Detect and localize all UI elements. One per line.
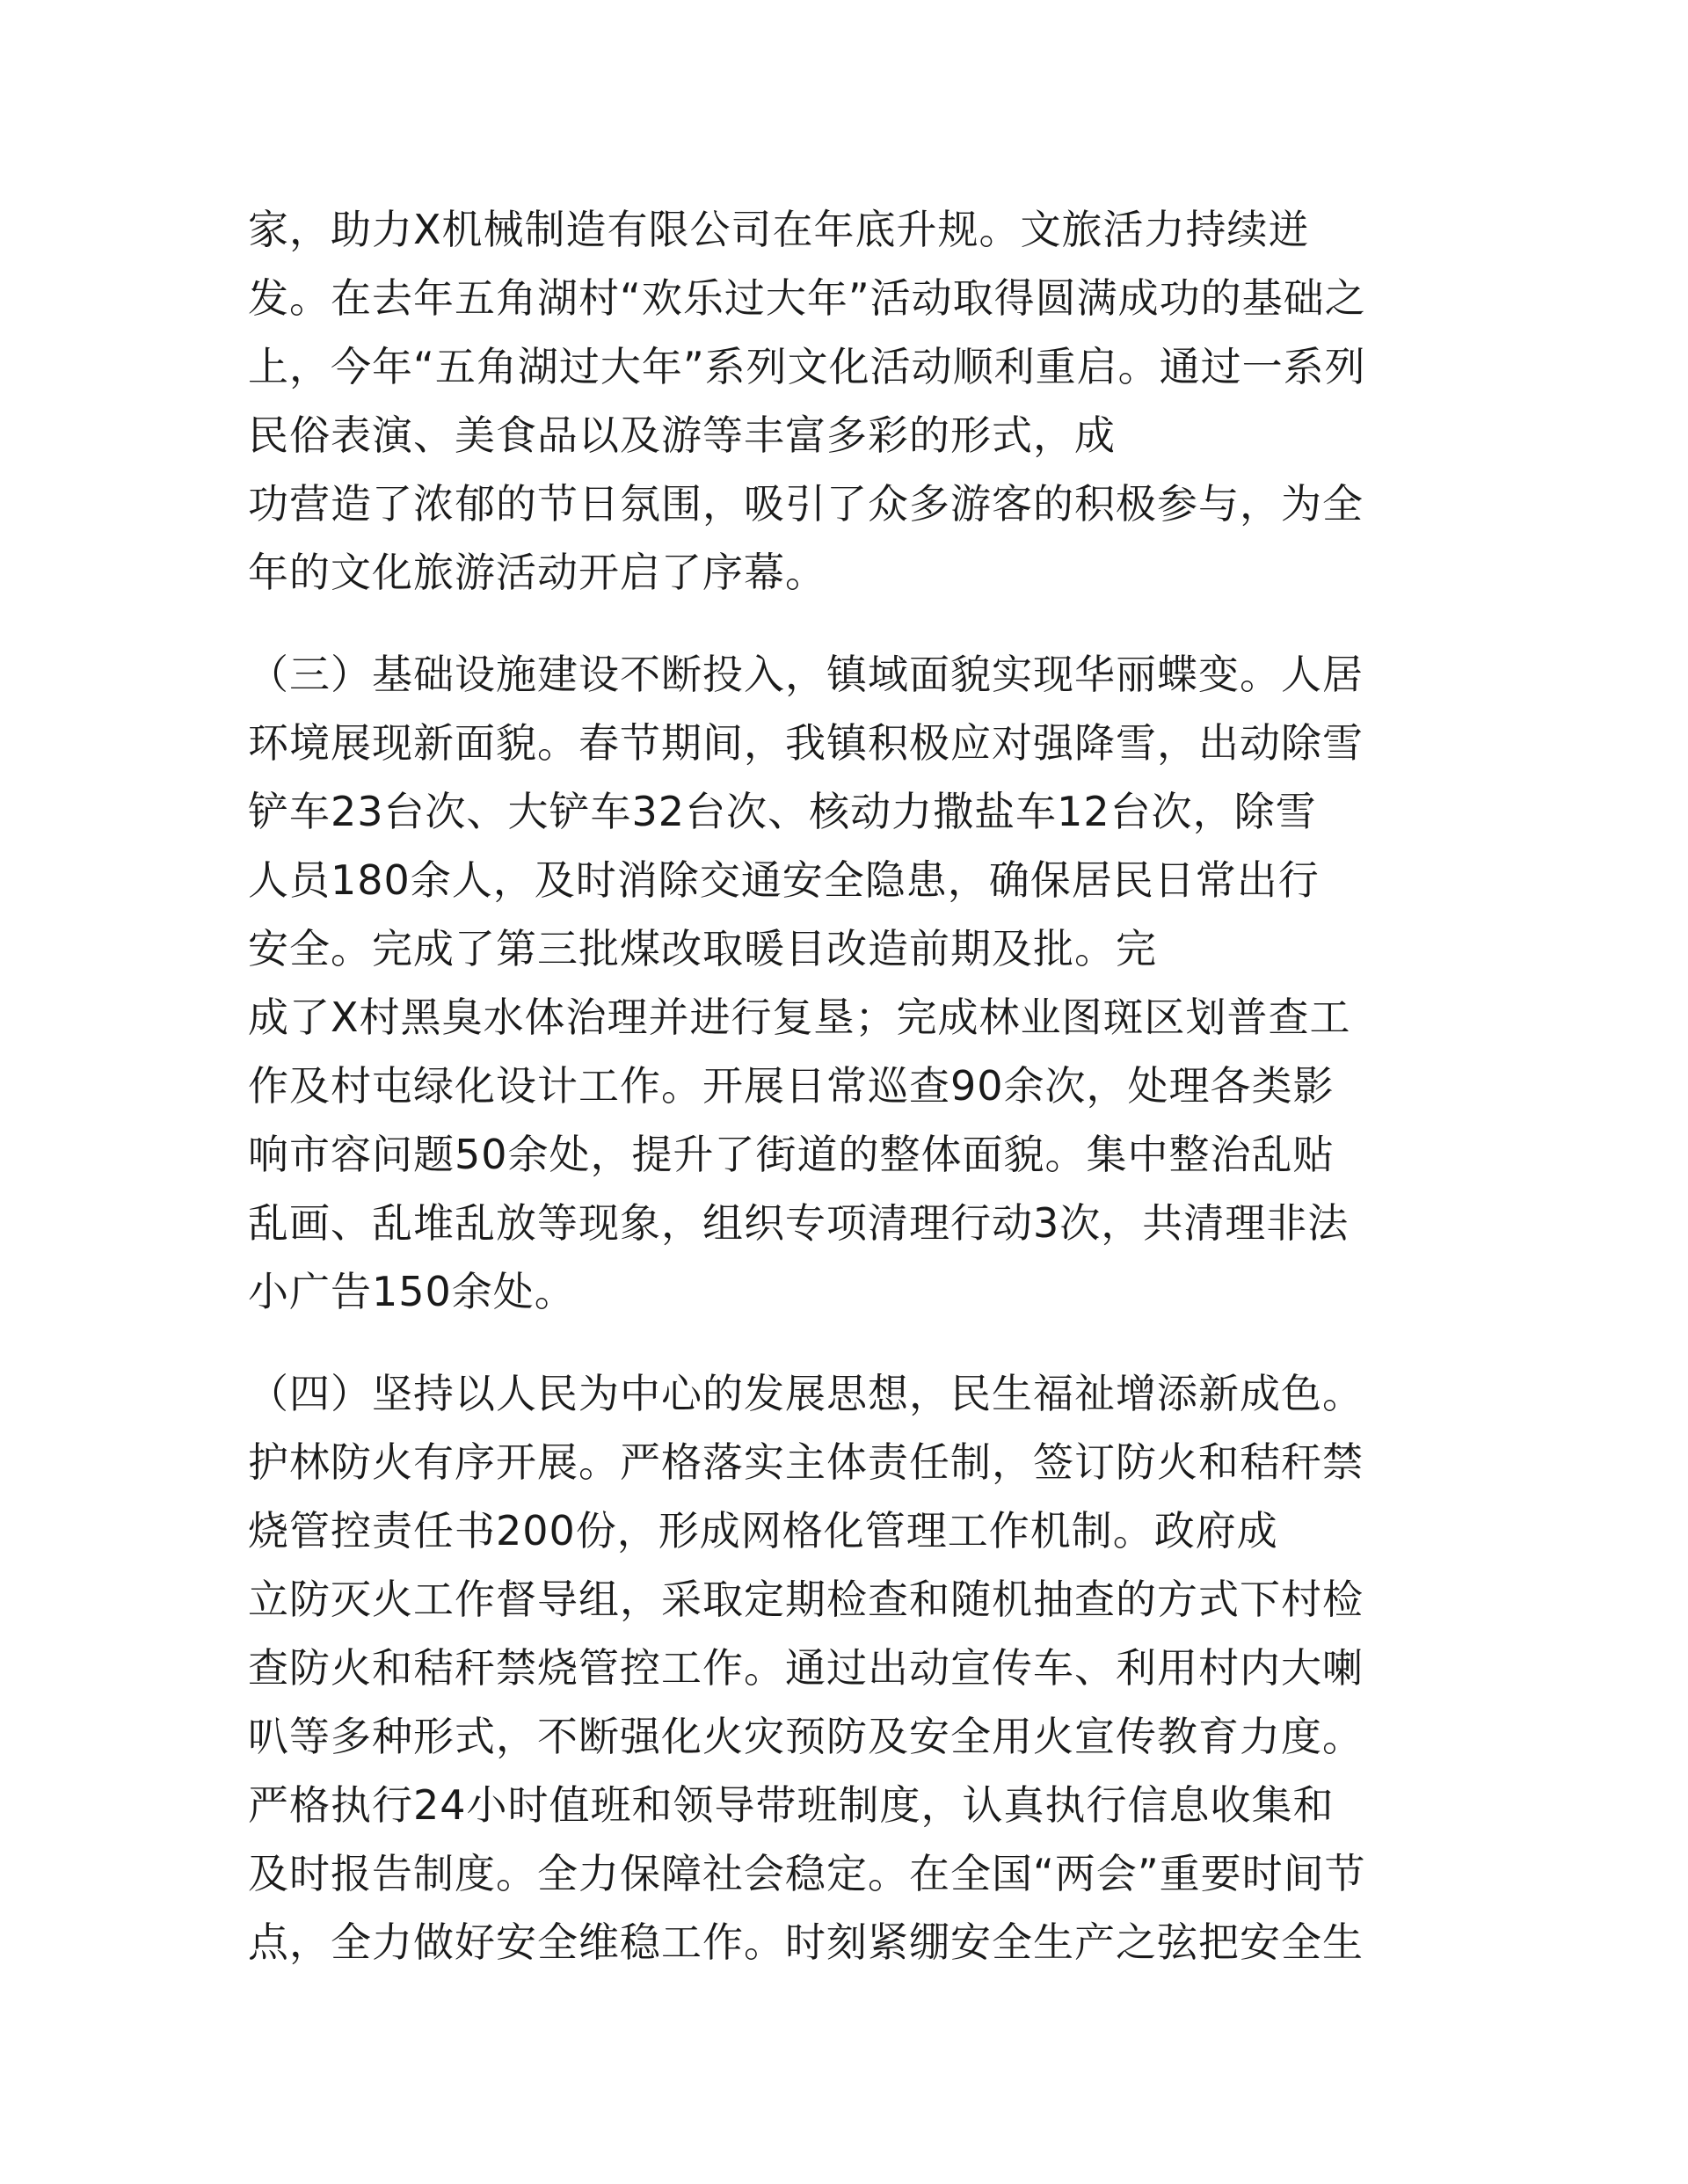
- text-line: 烧管控责任书200份，形成网格化管理工作机制。政府成: [248, 1507, 1278, 1554]
- section-heading-line: （三）基础设施建设不断投入，镇域面貌实现华丽蝶变。人居: [248, 651, 1364, 698]
- paragraph-livelihood: [248, 1359, 1444, 1977]
- paragraph-spacer: [248, 607, 1444, 640]
- text-line: 护林防火有序开展。严格落实主体责任制，签订防火和秸秆禁: [248, 1438, 1364, 1486]
- text-line: 家，助力X机械制造有限公司在年底升规。文旅活力持续迸: [248, 206, 1310, 253]
- paragraph-infrastructure: [248, 640, 1444, 1326]
- text-line: 年的文化旅游活动开启了序幕。: [248, 549, 826, 596]
- text-line: 功营造了浓郁的节日氛围，吸引了众多游客的积极参与，为全: [248, 480, 1364, 528]
- section-heading-line: （四）坚持以人民为中心的发展思想，民生福祉增添新成色。: [248, 1370, 1364, 1417]
- text-line: 点，全力做好安全维稳工作。时刻紧绷安全生产之弦把安全生: [248, 1918, 1364, 1966]
- text-line: 环境展现新面貌。春节期间，我镇积极应对强降雪，出动除雪: [248, 719, 1364, 767]
- paragraph-spacer: [248, 1326, 1444, 1359]
- text-line: 响市容问题50余处，提升了街道的整体面貌。集中整治乱贴: [248, 1131, 1335, 1178]
- text-line: 成了X村黑臭水体治理并进行复垦；完成林业图斑区划普查工: [248, 994, 1351, 1041]
- text-line: 安全。完成了第三批煤改取暖目改造前期及批。完: [248, 925, 1157, 972]
- text-line: 发。在去年五角湖村“欢乐过大年”活动取得圆满成功的基础之: [248, 274, 1366, 322]
- text-line: 小广告150余处。: [248, 1268, 576, 1315]
- text-line: 作及村屯绿化设计工作。开展日常巡查90余次，处理各类影: [248, 1062, 1335, 1110]
- text-line: 民俗表演、美食品以及游等丰富多彩的形式，成: [248, 411, 1116, 459]
- text-line: 及时报告制度。全力保障社会稳定。在全国“两会”重要时间节: [248, 1850, 1366, 1897]
- text-line: 铲车23台次、大铲车32台次、核动力撒盐车12台次，除雪: [248, 788, 1317, 835]
- text-line: 乱画、乱堆乱放等现象，组织专项清理行动3次，共清理非法: [248, 1199, 1350, 1247]
- text-line: 查防火和秸秆禁烧管控工作。通过出动宣传车、利用村内大喇: [248, 1644, 1364, 1692]
- document-page: [248, 195, 1444, 1977]
- paragraph-culture-tourism: [248, 195, 1444, 607]
- text-line: 人员180余人，及时消除交通安全隐患，确保居民日常出行: [248, 856, 1320, 904]
- text-line: 上，今年“五角湖过大年”系列文化活动顺利重启。通过一系列: [248, 343, 1366, 390]
- text-line: 立防灭火工作督导组，采取定期检查和随机抽查的方式下村检: [248, 1576, 1364, 1623]
- text-line: 叭等多种形式，不断强化火灾预防及安全用火宣传教育力度。: [248, 1713, 1364, 1760]
- text-line: 严格执行24小时值班和领导带班制度，认真执行信息收集和: [248, 1781, 1335, 1829]
